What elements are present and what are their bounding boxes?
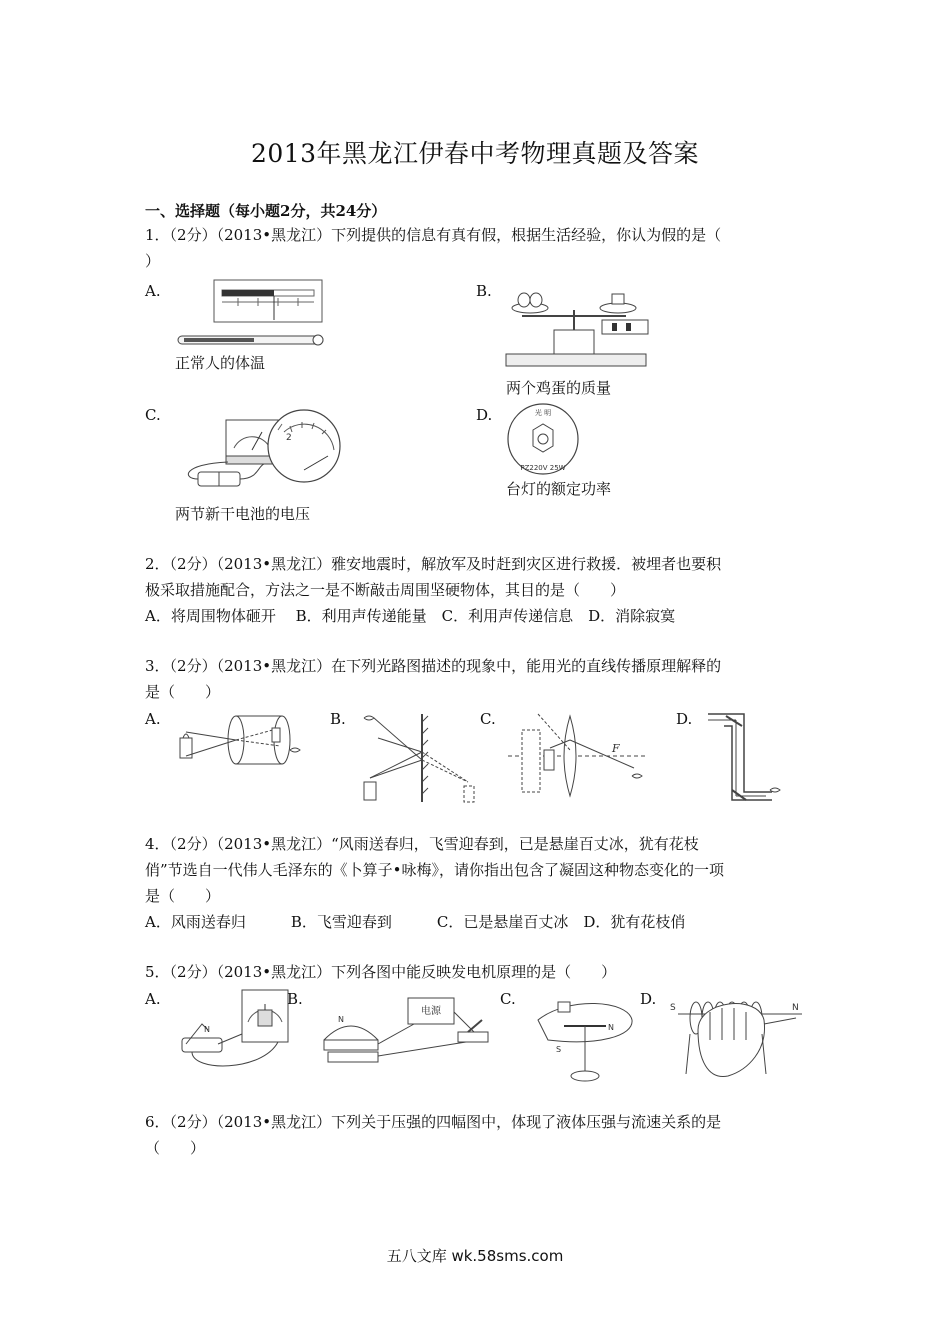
question-1-line-1: 1．（2分）（2013•黑龙江）下列提供的信息有真有假，根据生活经验，你认为假的是（ — [145, 226, 722, 244]
q3-option-c-label: C. — [480, 710, 496, 728]
question-4-line-2: 俏”节选自一代伟人毛泽东的《卜算子•咏梅》，请你指出包含了凝固这种物态变化的一项 — [145, 861, 725, 879]
q1-option-a-caption: 正常人的体温 — [175, 354, 266, 372]
question-3-line-1: 3．（2分）（2013•黑龙江）在下列光路图描述的现象中，能用光的直线传播原理解释的 — [145, 657, 722, 675]
page-title: 2013年黑龙江伊春中考物理真题及答案 — [250, 139, 700, 168]
plane-mirror-figure — [360, 712, 480, 804]
q1-option-d-label: D. — [476, 406, 493, 424]
question-5-line-1: 5．（2分）（2013•黑龙江）下列各图中能反映发电机原理的是（ ） — [145, 963, 617, 981]
generator-galvanometer-figure — [172, 988, 302, 1074]
q1-option-c-label: C. — [145, 406, 161, 424]
lamp-bulb-cap-figure — [505, 402, 583, 476]
q1-option-b-caption: 两个鸡蛋的质量 — [506, 379, 612, 397]
question-1-line-2: ） — [145, 252, 161, 270]
svg-text:2: 2 — [286, 433, 292, 443]
footer-watermark: 五八文库 wk.58sms.com — [386, 1247, 564, 1265]
q5c-north-label: N — [608, 1023, 614, 1032]
q5a-north-label: N — [204, 1025, 210, 1034]
q1-option-b-label: B. — [476, 282, 492, 300]
q3-option-b-label: B. — [330, 710, 346, 728]
power-source-label: 电源 — [421, 1006, 441, 1017]
q5-option-a-label: A. — [145, 990, 161, 1008]
question-4-options: A．风雨送春归 B．飞雪迎春到 C．已是悬崖百丈冰 D．犹有花枝俏 — [145, 913, 686, 931]
q1-option-a-label: A. — [145, 282, 161, 300]
q1-option-c-caption: 两节新干电池的电压 — [175, 505, 311, 523]
pinhole-camera-figure — [172, 712, 302, 768]
convex-lens-figure — [508, 710, 648, 802]
question-3-line-2: 是（ ） — [145, 683, 221, 701]
focus-label: F — [612, 742, 620, 755]
question-6-line-2: （ ） — [145, 1139, 206, 1157]
voltmeter-battery-figure — [178, 410, 348, 496]
solenoid-right-hand-figure — [668, 990, 808, 1086]
lamp-rating-text: PZ220V 25W — [520, 464, 566, 472]
oersted-experiment-figure — [528, 990, 638, 1086]
q5d-south-label: S — [670, 1003, 676, 1013]
q5-option-c-label: C. — [500, 990, 516, 1008]
q5b-north-label: N — [338, 1015, 344, 1024]
question-2-line-1: 2．（2分）（2013•黑龙江）雅安地震时，解放军及时赶到灾区进行救援．被埋者也要积 — [145, 555, 722, 573]
lamp-brand-text: 光 明 — [534, 409, 552, 417]
question-2-options: A．将周围物体砸开 B．利用声传递能量 C．利用声传递信息 D．消除寂寞 — [145, 607, 676, 625]
section-heading: 一、选择题（每小题2分，共24分） — [145, 202, 387, 220]
q3-option-a-label: A. — [145, 710, 161, 728]
question-2-line-2: 极采取措施配合，方法之一是不断敲击周围坚硬物体，其目的是（ ） — [145, 581, 626, 599]
q5-option-b-label: B. — [287, 990, 303, 1008]
q5-option-d-label: D. — [640, 990, 657, 1008]
q5c-south-label: S — [556, 1045, 562, 1054]
balance-scale-figure — [502, 286, 652, 370]
motor-circuit-figure — [318, 992, 508, 1068]
thermometer-figure — [178, 278, 328, 350]
q5d-north-label: N — [792, 1003, 799, 1013]
q3-option-d-label: D. — [676, 710, 693, 728]
question-4-line-3: 是（ ） — [145, 887, 221, 905]
q1-option-d-caption: 台灯的额定功率 — [506, 480, 612, 498]
periscope-figure — [706, 712, 796, 802]
question-4-line-1: 4．（2分）（2013•黑龙江）“风雨送春归，飞雪迎春到，已是悬崖百丈冰，犹有花枝 — [145, 835, 699, 853]
question-6-line-1: 6．（2分）（2013•黑龙江）下列关于压强的四幅图中，体现了液体压强与流速关系的是 — [145, 1113, 722, 1131]
